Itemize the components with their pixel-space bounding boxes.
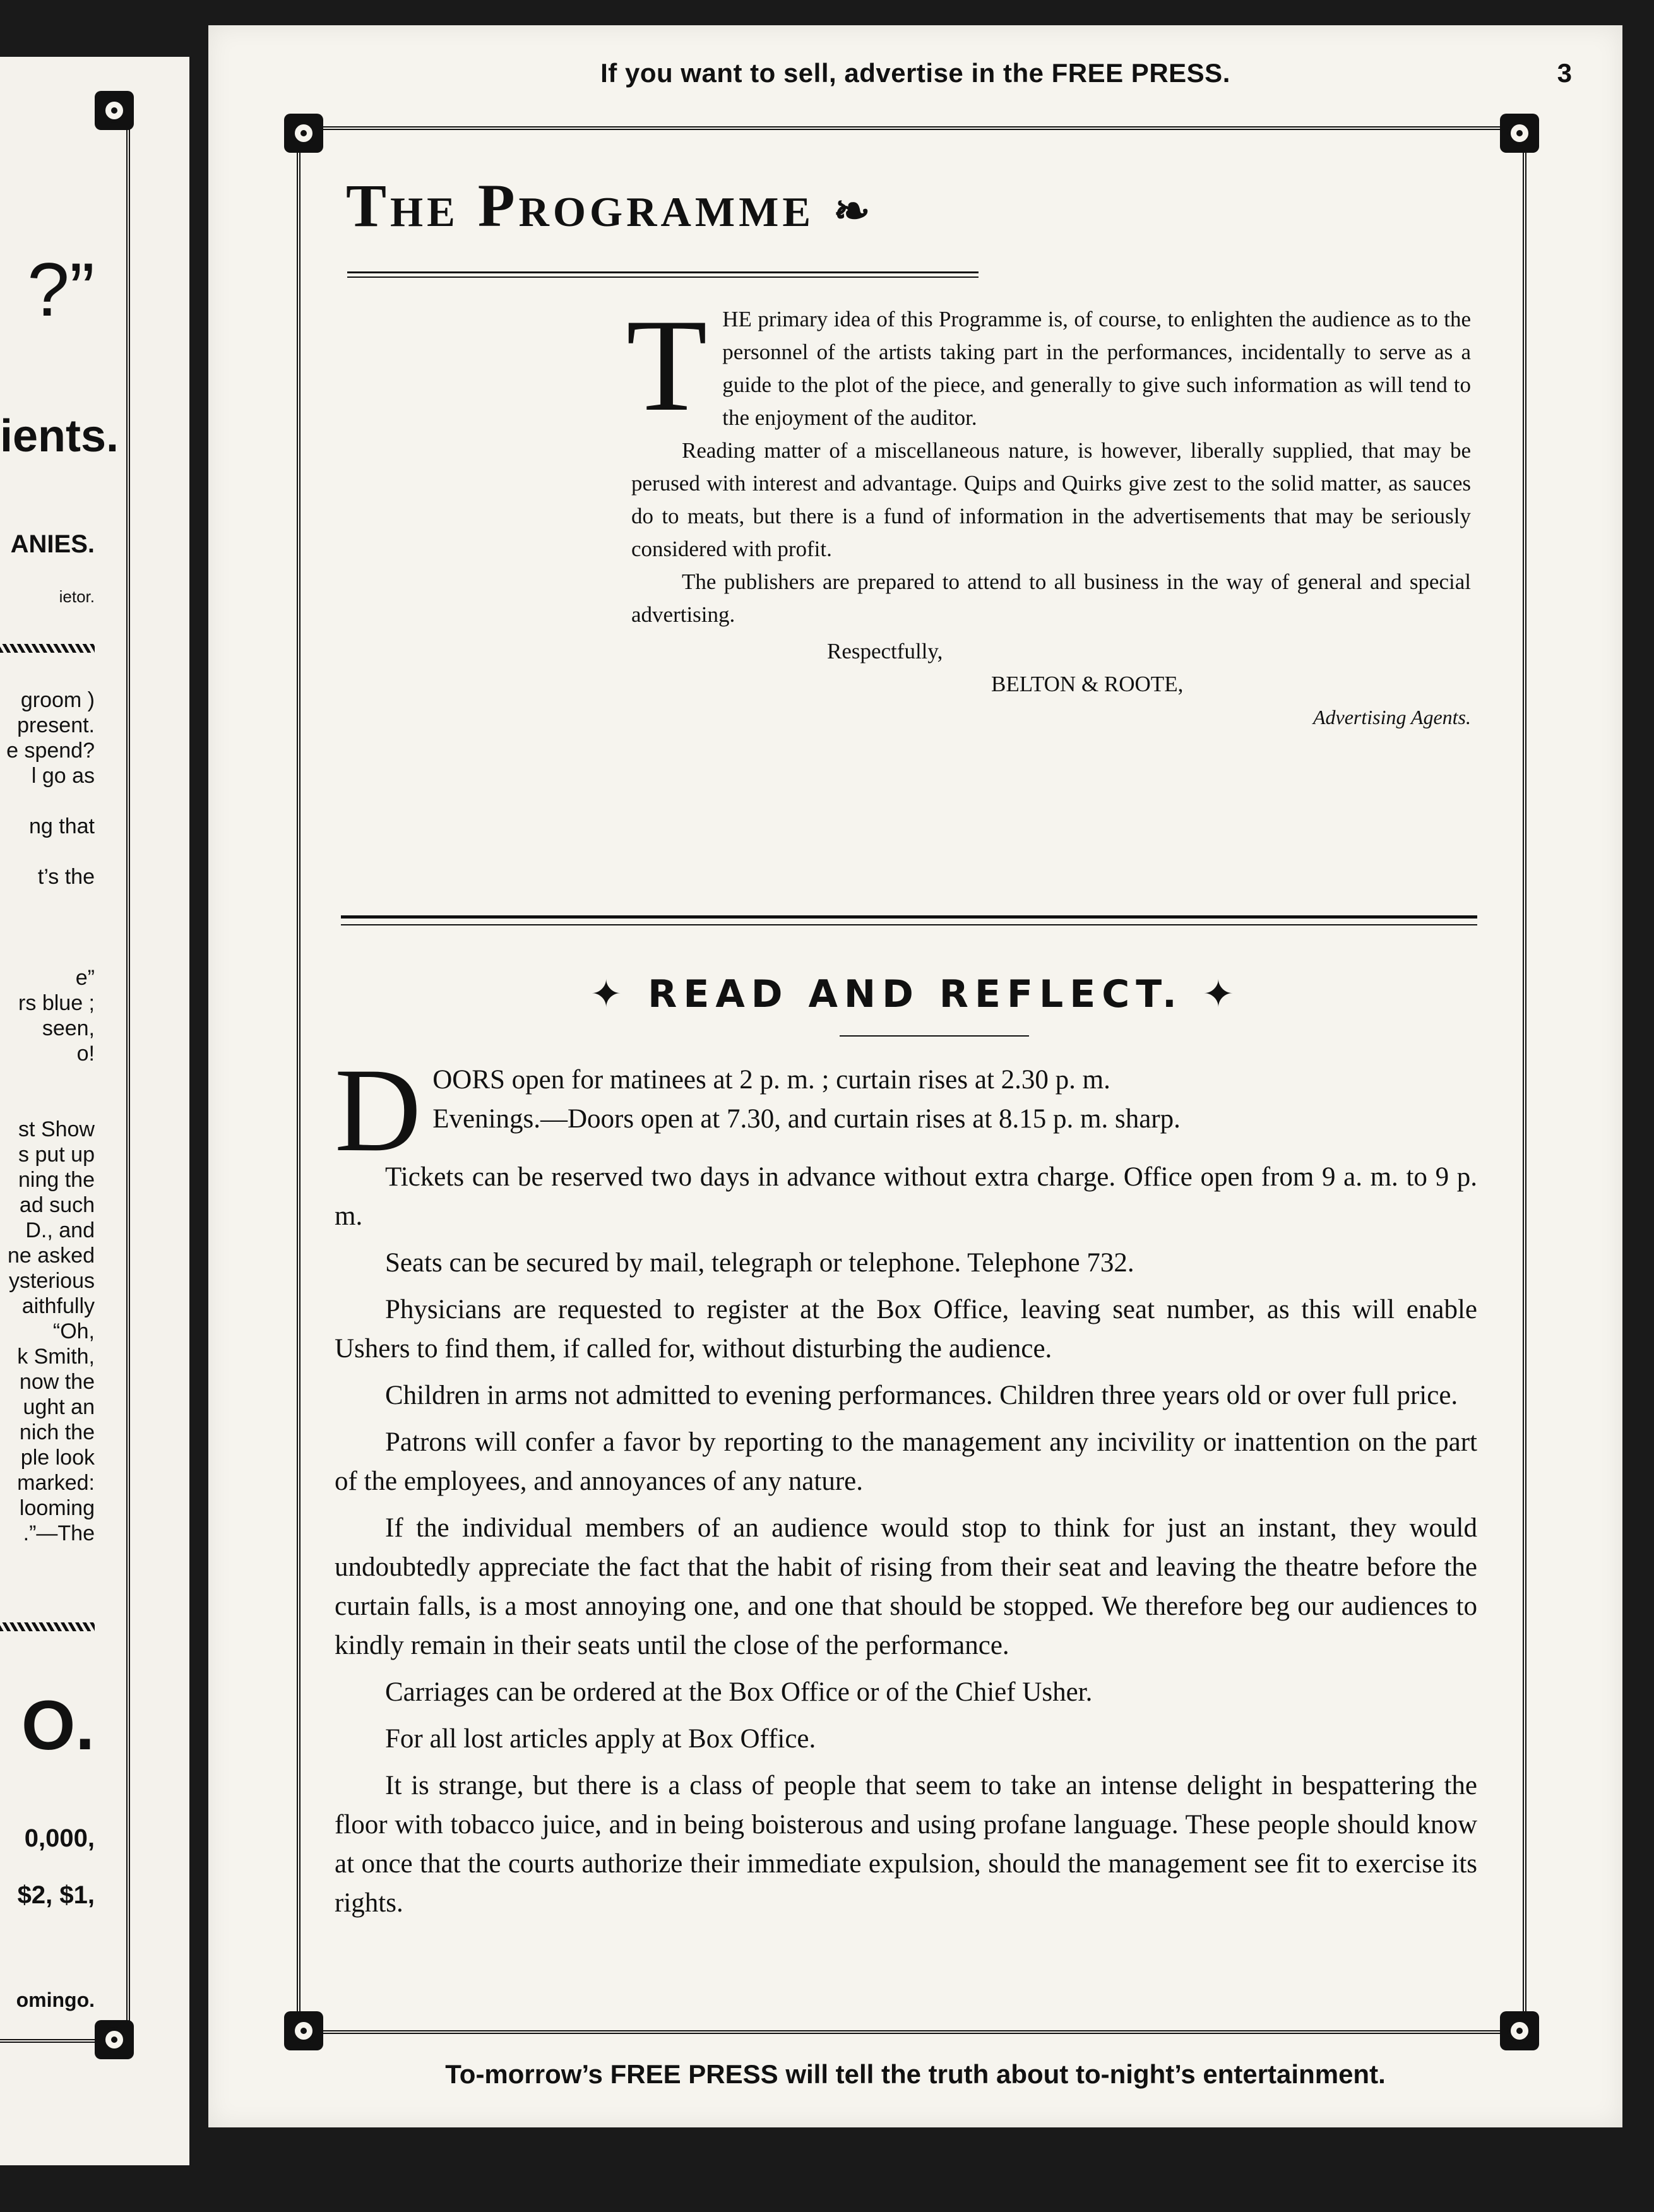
- programme-paragraph: THE primary idea of this Programme is, of course, to enlighten the audience as to the personnel of the artists taking part in the performances, incidentally to serve as a guide to the plot of the piece, and generally to give such information as will tend to the enjoyment of the auditor.: [626, 292, 1471, 439]
- left-page-line: ne asked: [8, 1244, 95, 1268]
- reflect-paragraph: For all lost articles apply at Box Office.: [385, 1724, 816, 1754]
- left-page-line: ught an: [23, 1395, 95, 1419]
- left-page-line: k Smith,: [17, 1345, 95, 1369]
- left-page-line: nich the: [19, 1420, 95, 1444]
- left-page-line: aithfully: [21, 1294, 95, 1318]
- left-page-line: l go as: [31, 764, 95, 788]
- left-page-line: $2, $1,: [17, 1881, 95, 1909]
- left-page-line: ning the: [18, 1168, 95, 1192]
- star-ornament-icon: ✦: [1182, 972, 1241, 1016]
- left-page-line: ad such: [19, 1193, 95, 1217]
- left-page-line: .”—The: [23, 1521, 95, 1545]
- left-page-line: o!: [76, 1042, 95, 1066]
- programme-intro: [626, 292, 1471, 734]
- left-page-line: rs blue ;: [18, 991, 95, 1015]
- left-page-line: ients.: [0, 411, 119, 461]
- left-page-line: e”: [75, 966, 95, 990]
- reflect-body: [335, 1044, 1477, 1930]
- closing: Respectfully,: [827, 639, 943, 663]
- left-page-line: ANIES.: [10, 530, 95, 558]
- rope-divider: [0, 644, 95, 653]
- left-page-line: O.: [21, 1687, 95, 1764]
- title-rule: [840, 1035, 1029, 1037]
- reflect-paragraph: Seats can be secured by mail, telegraph or telephone. Telephone 732.: [385, 1248, 1134, 1278]
- left-facing-page: [0, 57, 189, 2165]
- section-divider: [341, 915, 1477, 919]
- corner-rosette-icon: [284, 114, 323, 153]
- left-page-line: D., and: [25, 1218, 95, 1242]
- star-ornament-icon: ✦: [590, 972, 648, 1016]
- left-page-line: now the: [19, 1370, 95, 1394]
- left-page-line: ple look: [20, 1446, 95, 1470]
- left-page-line: ng that: [29, 814, 95, 838]
- reflect-title-text: READ AND REFLECT.: [648, 972, 1183, 1016]
- page-number: 3: [1557, 58, 1572, 88]
- left-page-line: s put up: [18, 1143, 95, 1167]
- drop-cap: D: [335, 1044, 422, 1177]
- left-page-line: t’s the: [37, 865, 95, 889]
- left-page-line: present.: [17, 713, 95, 737]
- signature-title: Advertising Agents.: [1312, 706, 1471, 728]
- reflect-paragraph: Physicians are requested to register at the Box Office, leaving seat number, as this will enable Ushers to find them, if called for, without disturbing the audience.: [335, 1295, 1477, 1364]
- left-page-line: e spend?: [6, 739, 95, 763]
- programme-page: [208, 25, 1622, 2127]
- left-page-line: looming: [19, 1496, 95, 1520]
- left-page-line: groom ): [20, 688, 95, 712]
- title-rule: [347, 271, 979, 273]
- left-page-line: ysterious: [8, 1269, 95, 1293]
- drop-cap: T: [626, 292, 708, 439]
- corner-rosette-icon: [95, 91, 134, 130]
- reflect-paragraph: Children in arms not admitted to evening performances. Children three years old or over full price.: [385, 1381, 1458, 1410]
- left-page-line: st Show: [18, 1117, 95, 1141]
- title-rule: [347, 276, 979, 278]
- reflect-paragraph: It is strange, but there is a class of people that seem to take an intense delight in bespattering the floor with tobacco juice, and in being boisterous and using profane language. These people should know at once that the courts authorize their immediate expulsion, should the management see fit to exercise its rights.: [335, 1771, 1477, 1918]
- reflect-paragraph: Carriages can be ordered at the Box Office or of the Chief Usher.: [385, 1677, 1093, 1707]
- running-head: If you want to sell, advertise in the FREE PRESS.: [600, 58, 1230, 88]
- programme-paragraph: The publishers are prepared to attend to all business in the way of general and special advertising.: [631, 569, 1471, 627]
- flourish-ornament-icon: ❧: [833, 187, 874, 236]
- corner-rosette-icon: [1500, 114, 1539, 153]
- reflect-title: [208, 972, 1622, 1016]
- reflect-paragraph: If the individual members of an audience would stop to think for just an instant, they would undoubtedly appreciate the fact that the habit of rising from their seat and leaving the theatre before the curtain falls, is a most annoying one, and one that should be stopped. We therefore beg our audiences to kindly remain in their seats until the close of the performance.: [335, 1513, 1477, 1660]
- running-foot: To-morrow’s FREE PRESS will tell the truth about to-night’s entertainment.: [445, 2059, 1386, 2089]
- left-page-line: ?”: [27, 247, 95, 332]
- left-page-line: ietor.: [59, 587, 95, 606]
- signature-block: [631, 635, 1471, 734]
- reflect-paragraph: Patrons will confer a favor by reporting to the management any incivility or inattention on the part of the employees, and annoyances of any nature.: [335, 1427, 1477, 1496]
- left-page-line: seen,: [42, 1016, 95, 1040]
- left-page-line: omingo.: [16, 1989, 95, 2011]
- left-page-line: “Oh,: [52, 1319, 95, 1343]
- section-divider: [341, 924, 1477, 925]
- programme-paragraph: Reading matter of a miscellaneous nature, is however, liberally supplied, that may be perused with interest and advantage. Quips and Quirks give zest to the solid matter, as sauces do to meats, but there is a fund of information in the advertisements that may be seriously considered with profit.: [631, 438, 1471, 561]
- left-page-line: 0,000,: [24, 1824, 95, 1852]
- programme-title-text: The Programme: [346, 172, 815, 239]
- rope-divider: [0, 1622, 95, 1631]
- corner-rosette-icon: [95, 2020, 134, 2059]
- reflect-paragraph: Tickets can be reserved two days in advance without extra charge. Office open from 9 a. m. to 9 p. m.: [335, 1162, 1477, 1231]
- corner-rosette-icon: [1500, 2011, 1539, 2050]
- programme-title: [346, 170, 874, 241]
- signature: BELTON & ROOTE,: [991, 672, 1184, 696]
- corner-rosette-icon: [284, 2011, 323, 2050]
- left-page-line: marked:: [17, 1471, 95, 1495]
- reflect-paragraph: DOORS open for matinees at 2 p. m. ; curtain rises at 2.30 p. m.: [335, 1044, 1110, 1177]
- reflect-paragraph: Evenings.—Doors open at 7.30, and curtain rises at 8.15 p. m. sharp.: [432, 1104, 1181, 1134]
